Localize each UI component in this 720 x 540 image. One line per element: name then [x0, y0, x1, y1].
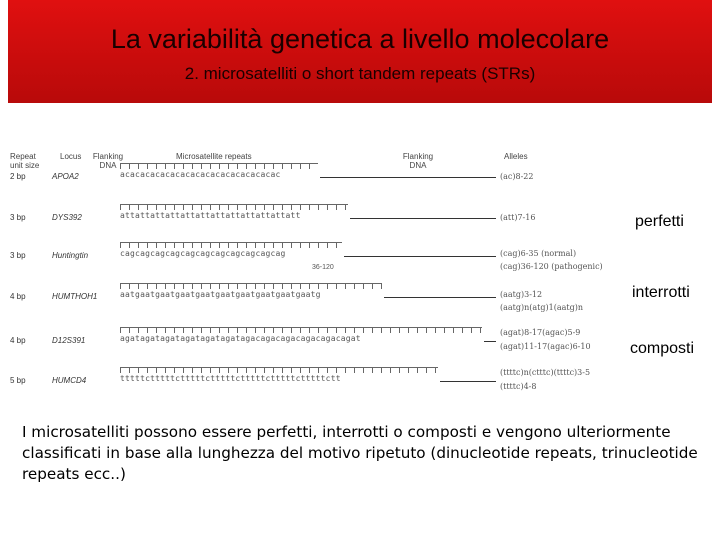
repeat-sequence: aatgaatgaatgaatgaatgaatgaatgaatgaatgaatg — [120, 290, 321, 299]
flanking-line — [484, 341, 496, 342]
flanking-line — [320, 177, 496, 178]
locus-name: APOA2 — [52, 172, 79, 181]
repeat-brackets — [120, 242, 342, 248]
label-composite: composti — [630, 340, 695, 357]
locus-name: HUMCD4 — [52, 376, 87, 385]
column-header-flanking-right: Flanking DNA — [402, 152, 434, 170]
allele-formula: (cag)6-35 (normal) — [500, 249, 577, 258]
repeat-unit-size: 3 bp — [10, 213, 26, 222]
repeat-sequence: attattattattattattattattattattattatt — [120, 211, 301, 220]
locus-name: HUMTHOH1 — [52, 292, 98, 301]
label-perfect: perfetti — [635, 213, 684, 230]
repeat-sequence: cagcagcagcagcagcagcagcagcagcagcag — [120, 249, 286, 258]
repeat-brackets — [120, 367, 438, 373]
repeat-range-note: 36-120 — [312, 264, 334, 271]
column-header-locus: Locus — [60, 152, 82, 161]
column-header-alleles: Alleles — [504, 152, 528, 161]
repeat-brackets — [120, 204, 348, 210]
allele-formula: (ttttc)n(ctttc)(ttttc)3-5 — [500, 368, 591, 377]
page-title: La variabilità genetica a livello molecolare — [110, 24, 610, 54]
caption-text: I microsatelliti possono essere perfetti, interrotti o composti e vengono ulteriormente classificati in base alla lunghezza del motivo ripetuto (dinucleotide repeats, trinucleotide repeats ecc..) — [22, 423, 698, 483]
repeat-brackets — [120, 283, 382, 289]
allele-formula: (aatg)n(atg)1(aatg)n — [500, 303, 583, 312]
allele-formula: (agat)8-17(agac)5-9 — [500, 328, 581, 337]
allele-formula: (cag)36-120 (pathogenic) — [500, 262, 603, 271]
column-header-flanking-left: Flanking DNA — [92, 152, 124, 170]
locus-name: Huntingtin — [52, 251, 89, 260]
flanking-line — [344, 256, 496, 257]
repeat-unit-size: 4 bp — [10, 292, 26, 301]
allele-formula: (ttttc)4-8 — [500, 382, 537, 391]
column-header-microsatellite: Microsatellite repeats — [176, 152, 252, 161]
locus-name: DYS392 — [52, 213, 82, 222]
repeat-unit-size: 3 bp — [10, 251, 26, 260]
repeat-unit-size: 2 bp — [10, 172, 26, 181]
microsatellite-figure — [8, 146, 628, 396]
page-subtitle: 2. microsatelliti o short tandem repeats (STRs) — [184, 64, 536, 83]
flanking-line — [384, 297, 496, 298]
repeat-sequence: acacacacacacacacacacacacacacacac — [120, 170, 281, 179]
repeat-brackets — [120, 327, 482, 333]
repeat-unit-size: 5 bp — [10, 376, 26, 385]
label-interrupted: interrotti — [632, 284, 690, 301]
flanking-line — [440, 381, 496, 382]
allele-formula: (agat)11-17(agac)6-10 — [500, 342, 591, 351]
repeat-unit-size: 4 bp — [10, 336, 26, 345]
locus-name: D12S391 — [52, 336, 86, 345]
repeat-brackets — [120, 163, 318, 169]
column-header-repeat-unit: Repeat unit size — [10, 152, 40, 170]
repeat-sequence: agatagatagatagatagatagatagacagacagacagacagacagat — [120, 334, 361, 343]
repeat-sequence: tttttctttttctttttctttttctttttctttttctttttctt — [120, 374, 341, 383]
allele-formula: (att)7-16 — [500, 213, 536, 222]
flanking-line — [350, 218, 496, 219]
allele-formula: (aatg)3-12 — [500, 290, 543, 299]
allele-formula: (ac)8-22 — [500, 172, 534, 181]
